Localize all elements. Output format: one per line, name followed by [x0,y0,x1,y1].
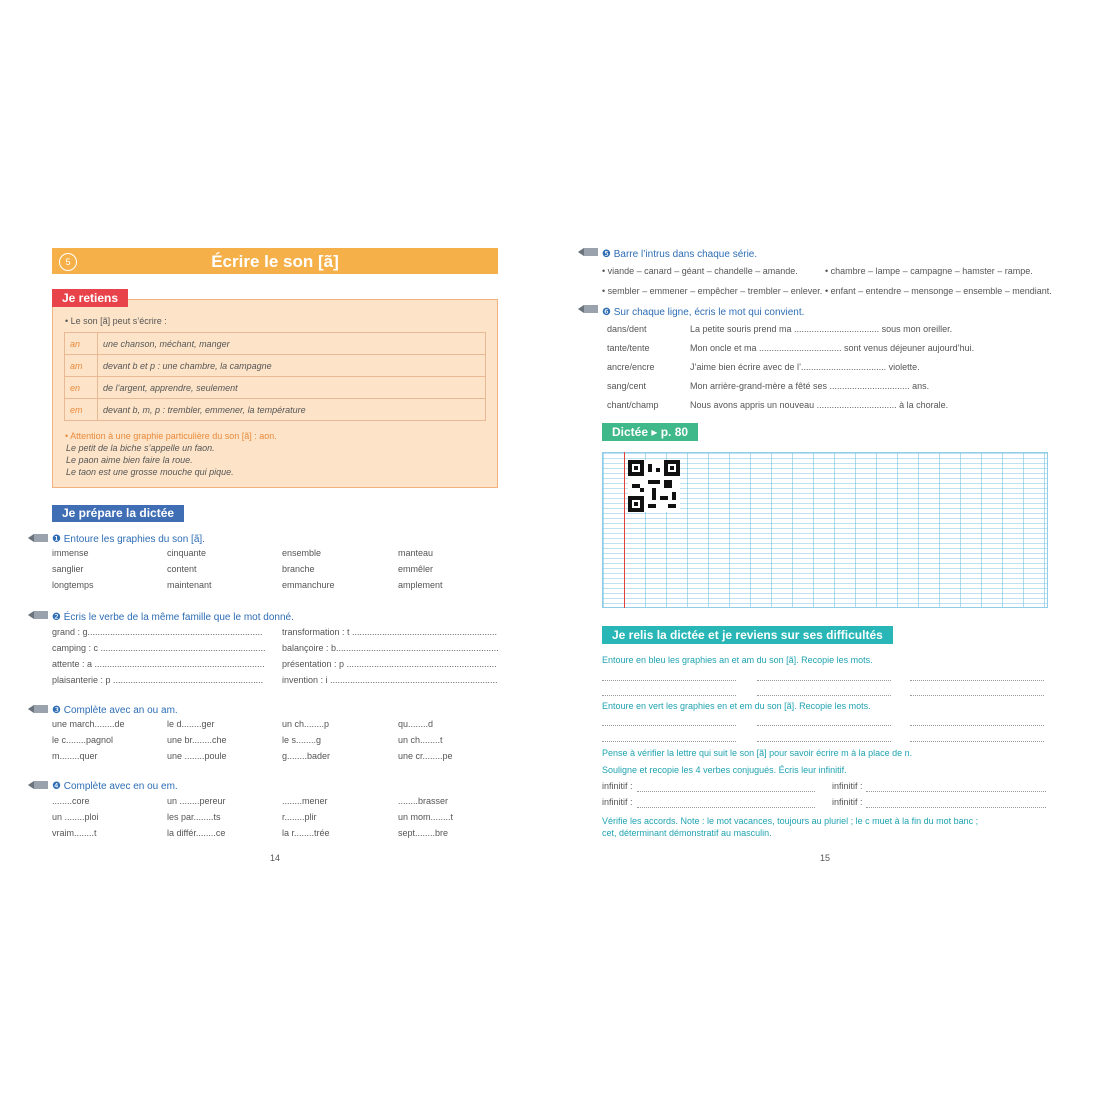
word: ........mener [282,796,328,806]
infinitif-label: infinitif : [602,797,633,807]
pencil-icon [28,610,48,620]
word: un ........ploi [52,812,99,822]
pencil-icon [578,304,598,314]
attention-line: Le taon est une grosse mouche qui pique. [66,467,234,477]
rule-row [65,333,486,355]
rule-example: devant b et p : une chambre, la campagne [98,355,486,377]
word: m........quer [52,751,98,761]
word-pair: ancre/encre [607,362,655,372]
rule-key: an [65,333,98,355]
word: la différ........ce [167,828,226,838]
word: maintenant [167,580,212,590]
fill-line[interactable]: grand : g...................................................................... [52,627,263,637]
exercise-4-title: ❹ Complète avec en ou em. [52,781,178,792]
word: branche [282,564,315,574]
exercise-3-title: ❸ Complète avec an ou am. [52,705,178,716]
dictee-link[interactable]: Dictée ▸ p. 80 [602,423,698,441]
fill-line[interactable]: balançoire : b................................................................. [282,643,499,653]
word: les par........ts [167,812,221,822]
word: sanglier [52,564,84,574]
grid-margin-line [624,452,625,608]
word: une march........de [52,719,125,729]
rule-table [64,332,486,421]
word: ........core [52,796,90,806]
pencil-icon [28,780,48,790]
answer-line[interactable] [757,740,891,742]
fill-line[interactable]: transformation : t .......................................................... [282,627,498,637]
word: immense [52,548,89,558]
series-line: • enfant – entendre – mensonge – ensemble – mendiant. [825,286,1052,296]
page-title: Écrire le son [ã] [211,252,339,271]
instruction-accords-2: cet, déterminant démonstratif au masculin. [602,828,772,838]
exercise-6-title: ❻ Sur chaque ligne, écris le mot qui convient. [602,307,805,318]
rule-row [65,355,486,377]
answer-line[interactable] [602,694,736,696]
answer-line[interactable] [602,679,736,681]
answer-line[interactable] [866,806,1046,808]
fill-line[interactable]: présentation : p ............................................................ [282,659,497,669]
word-pair: tante/tente [607,343,650,353]
rule-key: en [65,377,98,399]
lesson-number: 5 [59,253,77,271]
word: ........brasser [398,796,449,806]
word: sept........bre [398,828,449,838]
rule-key: am [65,355,98,377]
infinitif-label: infinitif : [602,781,633,791]
instruction-accords: Vérifie les accords. Note : le mot vacances, toujours au pluriel ; le c muet à la fin du mot banc ; [602,816,979,826]
exercise-1-title: ❶ Entoure les graphies du son [ã]. [52,534,205,545]
word: une br........che [167,735,227,745]
attention-line: Le paon aime bien faire la roue. [66,455,193,465]
instruction-blue: Entoure en bleu les graphies an et am du son [ã]. Recopie les mots. [602,655,873,665]
pencil-icon [28,533,48,543]
word: emmêler [398,564,434,574]
word: cinquante [167,548,207,558]
rule-example: devant b, m, p : trembler, emmener, la température [98,399,486,421]
word: le s........g [282,735,322,745]
word: la r........trée [282,828,330,838]
pencil-icon [578,247,598,257]
series-line: • viande – canard – géant – chandelle – amande. [602,266,798,276]
word: un mom........t [398,812,454,822]
word-pair: dans/dent [607,324,647,334]
word: une cr........pe [398,751,453,761]
fill-sentence[interactable]: Nous avons appris un nouveau ................................ à la chorale. [690,400,949,410]
answer-line[interactable] [910,679,1044,681]
relis-dictee-label: Je relis la dictée et je reviens sur ses difficultés [602,626,893,644]
fill-line[interactable]: invention : i ................................................................... [282,675,498,685]
word: une ........poule [167,751,227,761]
answer-line[interactable] [602,740,736,742]
answer-line[interactable] [757,724,891,726]
rule-row [65,399,486,421]
page-number-left: 14 [270,853,281,863]
retiens-label: Je retiens [52,289,128,307]
infinitif-label: infinitif : [832,781,863,791]
word: le d........ger [167,719,215,729]
instruction-m-before-b: Pense à vérifier la lettre qui suit le son [ã] pour savoir écrire m à la place de n. [602,748,913,758]
instruction-green: Entoure en vert les graphies en et em du son [ã]. Recopie les mots. [602,701,871,711]
answer-line[interactable] [866,790,1046,792]
fill-sentence[interactable]: Mon arrière-grand-mère a fêté ses ................................ ans. [690,381,930,391]
rule-key: em [65,399,98,421]
word: manteau [398,548,434,558]
page-number-right: 15 [820,853,831,863]
fill-sentence[interactable]: La petite souris prend ma .................................. sous mon oreiller. [690,324,953,334]
answer-line[interactable] [637,790,815,792]
fill-line[interactable]: camping : c .................................................................. [52,643,266,653]
answer-line[interactable] [910,724,1044,726]
word: emmanchure [282,580,335,590]
word-pair: chant/champ [607,400,659,410]
qr-code-icon[interactable] [628,460,680,512]
word: un ch........t [398,735,443,745]
word: vraim........t [52,828,97,838]
exercise-5-title: ❺ Barre l’intrus dans chaque série. [602,249,758,260]
pencil-icon [28,704,48,714]
word: longtemps [52,580,94,590]
answer-line[interactable] [757,694,891,696]
series-line: • sembler – emmener – empêcher – trembler – enlever. [602,286,823,296]
rule-example: de l’argent, apprendre, seulement [98,377,486,399]
word-pair: sang/cent [607,381,647,391]
series-line: • chambre – lampe – campagne – hamster – rampe. [825,266,1033,276]
word: g........bader [282,751,331,761]
answer-line[interactable] [910,740,1044,742]
infinitif-label: infinitif : [832,797,863,807]
rule-row [65,377,486,399]
answer-line[interactable] [602,724,736,726]
exercise-2-title: ❷ Écris le verbe de la même famille que le mot donné. [52,612,294,623]
fill-sentence[interactable]: Mon oncle et ma ................................. sont venus déjeuner aujourd’hui. [690,343,975,353]
word: le c........pagnol [52,735,114,745]
attention-line: Le petit de la biche s’appelle un faon. [66,443,215,453]
fill-line[interactable]: attente : a .................................................................... [52,659,265,669]
answer-line[interactable] [637,806,815,808]
word: r........plir [282,812,317,822]
word: amplement [398,580,443,590]
instruction-verbs: Souligne et recopie les 4 verbes conjugués. Écris leur infinitif. [602,765,847,775]
word: ensemble [282,548,322,558]
word: content [167,564,197,574]
fill-sentence[interactable]: J’aime bien écrire avec de l’.................................. violette. [690,362,920,372]
answer-line[interactable] [910,694,1044,696]
answer-line[interactable] [757,679,891,681]
rule-example: une chanson, méchant, manger [98,333,486,355]
rule-intro: • Le son [ã] peut s’écrire : [65,316,167,326]
prepare-dictee-label: Je prépare la dictée [52,505,184,522]
word: un ........pereur [167,796,226,806]
attention-note: • Attention à une graphie particulière du son [ã] : aon. [65,431,277,441]
fill-line[interactable]: plaisanterie : p ............................................................ [52,675,264,685]
word: qu........d [398,719,434,729]
word: un ch........p [282,719,330,729]
